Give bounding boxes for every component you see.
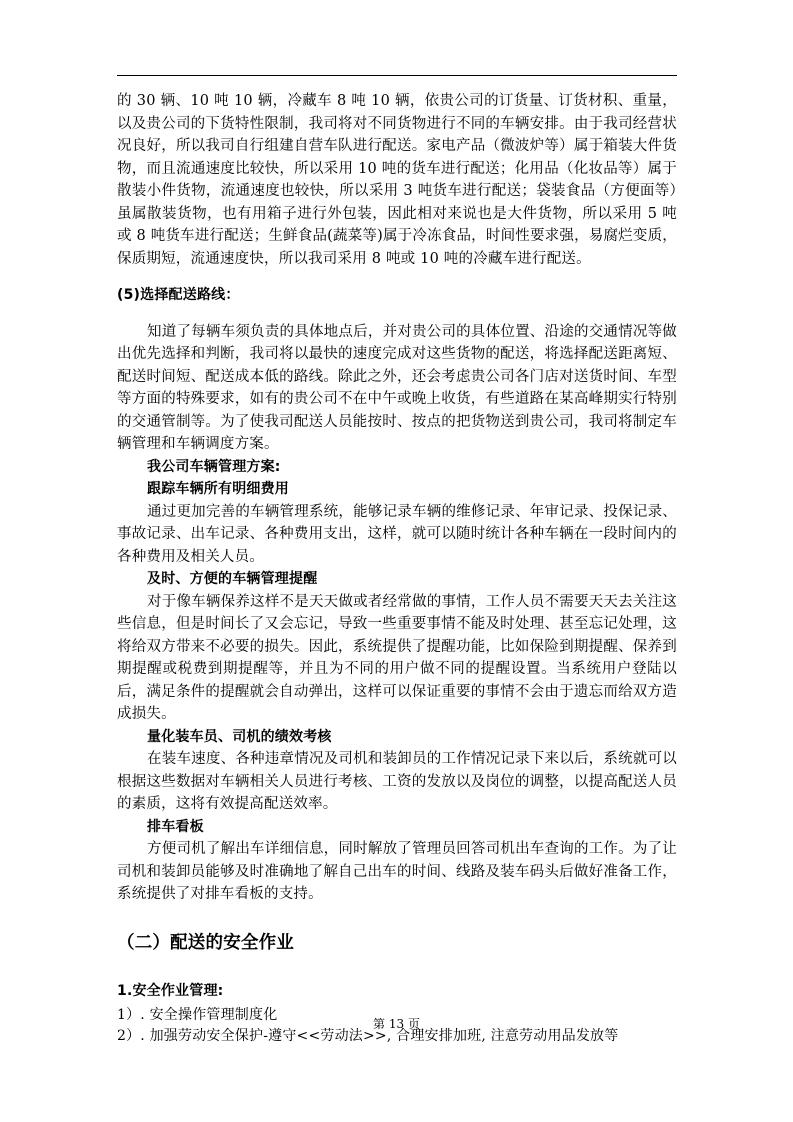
list-item: 1）. 安全操作管理制度化	[117, 1006, 278, 1023]
item-text-reminder: 对于像车辆保养这样不是天天做或者经常做的事情，工作人员不需要天天去关注这些信息，但是时间长了又会忘记，导致一些重要事情不能及时处理、甚至忘记处理，这将给双方带来不必要的损失。因此，系统提供了提醒功能，比如保险到期提醒、保养到期提醒或税费到期提醒等，并且为不同的用户做不同的提醒设置。当系统用户登陆以后，满足条件的提醒就会自动弹出，这样可以保证重要的事情不会由于遗忘而给双方造成损失。	[117, 593, 677, 722]
item-title-cost-tracking: 跟踪车辆所有明细费用	[147, 481, 289, 497]
item-text-performance: 在装车速度、各种违章情况及司机和装卸员的工作情况记录下来以后，系统就可以根据这些数据对车辆相关人员进行考核、工资的发放以及岗位的调整，以提高配送人员的素质，这将有效提高配送效率。	[117, 751, 677, 812]
document-body	[117, 90, 677, 1047]
section-heading-route: (5)选择配送路线：	[117, 287, 240, 303]
subheading-safety-management: 1.安全作业管理:	[117, 983, 224, 999]
item-title-performance: 量化装车员、司机的绩效考核	[147, 728, 332, 745]
paragraph-vehicle-allocation: 的 30 辆、10 吨 10 辆，冷藏车 8 吨 10 辆，依贵公司的订货量、订货材积、重量，以及贵公司的下货特性限制，我司将对不同货物进行不同的车辆安排。由于我司经营状况良好，所以我司自行组建自营车队进行配送。家电产品（微波炉等）属于箱装大件货物，而且流通速度比较快，所以采用 10 吨的货车进行配送；化用品（化妆品等）属于散装小件货物，流通速度也较快，所以采用 3 吨货车进行配送；袋装食品（方便面等）虽属散装货物，也有用箱子进行外包装，因此相对来说也是大件货物，所以采用 5 吨或 8 吨货车进行配送；生鲜食品(蔬菜等)属于冷冻食品，时间性要求强，易腐烂变质，保质期短，流通速度快，所以我司采用 8 吨或 10 吨的冷藏车进行配送。	[117, 93, 677, 267]
item-text-dispatch-board: 方便司机了解出车详细信息，同时解放了管理员回答司机出车查询的工作。为了让司机和装卸员能够及时准确地了解自己出车的时间、线路及装车码头后做好准备工作，系统提供了对排车看板的支持。	[117, 841, 677, 902]
plan-heading: 我公司车辆管理方案:	[147, 458, 281, 475]
section-heading-safety: （二）配送的安全作业	[117, 932, 294, 953]
header-rule	[117, 75, 677, 76]
list-item: 2）. 加强劳动安全保护-遵守<<劳动法>>, 合理安排加班, 注意劳动用品发放等	[117, 1027, 619, 1044]
item-title-dispatch-board: 排车看板	[147, 818, 204, 835]
paragraph-route: 知道了每辆车须负责的具体地点后，并对贵公司的具体位置、沿途的交通情况等做出优先选择和判断，我司将以最快的速度完成对这些货物的配送，将选择配送距离短、配送时间短、配送成本低的路线。除此之外，还会考虑贵公司各门店对送货时间、车型等方面的特殊要求，如有的贵公司不在中午或晚上收货，有些道路在某高峰期实行特别的交通管制等。为了使我司配送人员能按时、按点的把货物送到贵公司，我司将制定车辆管理和车辆调度方案。	[117, 323, 677, 452]
page-number: 第 13 页	[373, 1017, 420, 1031]
item-text-cost-tracking: 通过更加完善的车辆管理系统，能够记录车辆的维修记录、年审记录、投保记录、事故记录、出车记录、各种费用支出，这样，就可以随时统计各种车辆在一段时间内的各种费用及相关人员。	[117, 503, 677, 565]
item-title-reminder: 及时、方便的车辆管理提醒	[147, 571, 318, 587]
